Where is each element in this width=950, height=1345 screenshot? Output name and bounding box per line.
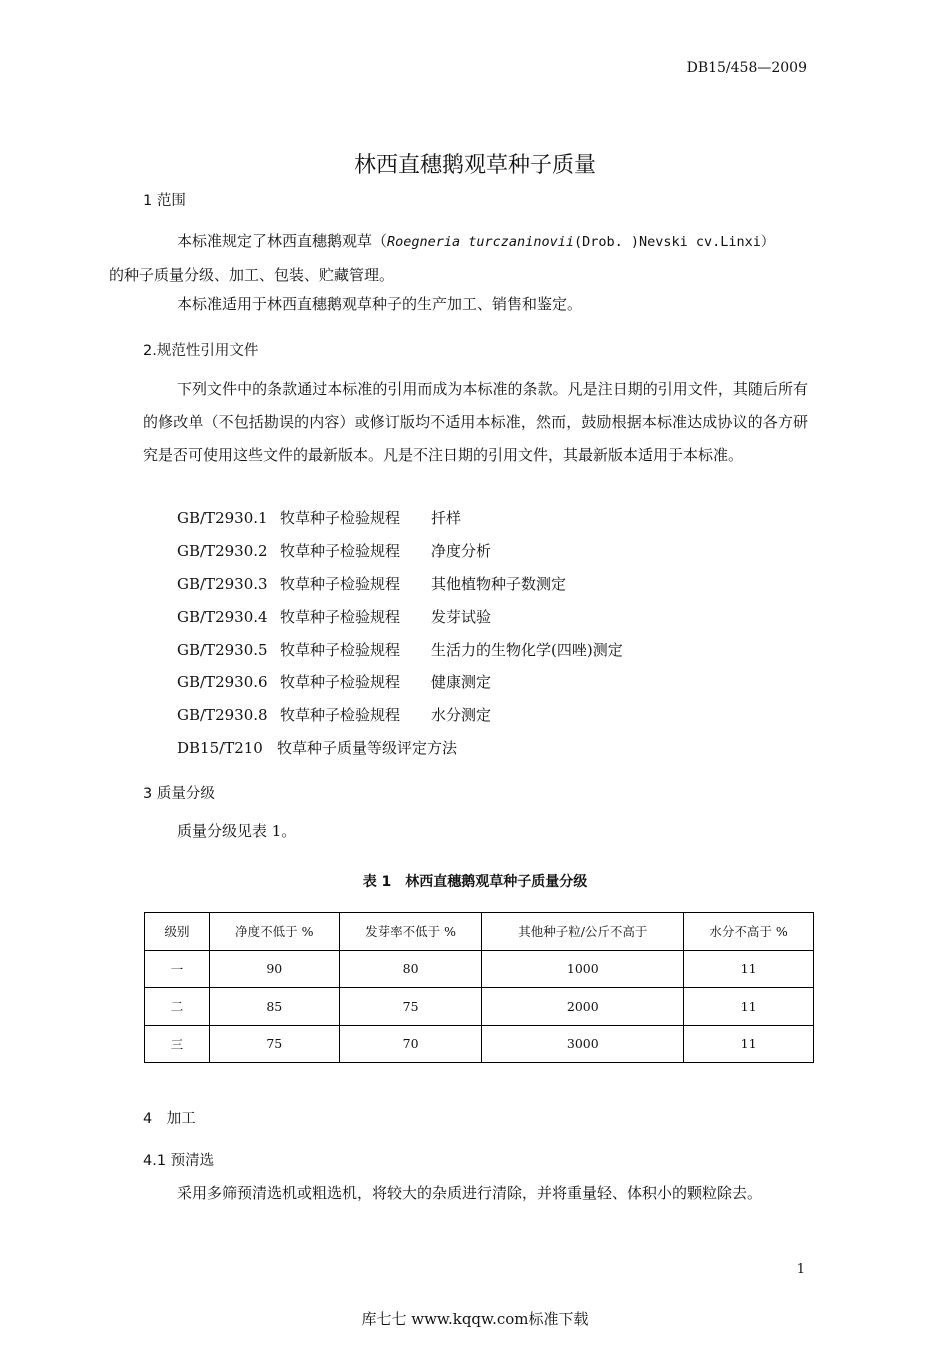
references-intro: 下列文件中的条款通过本标准的引用而成为本标准的条款。凡是注日期的引用文件，其随后所有的修改单（不包括勘误的内容）或修订版均不适用本标准，然而，鼓励根据本标准达成协议的各方研究是否可使用这些文件的最新版本。凡是不注日期的引用文件，其最新版本适用于本标准。 — [143, 380, 808, 464]
reference-category: 牧草种子检验规程 — [280, 542, 401, 560]
subsection-heading-precleaning: 4.1 预清选 — [143, 1153, 215, 1169]
reference-name: 发芽试验 — [431, 608, 492, 626]
reference-name: 净度分析 — [431, 542, 492, 560]
table-row — [145, 1025, 814, 1063]
reference-name: 健康测定 — [431, 673, 492, 691]
reference-category: 牧草种子检验规程 — [280, 575, 401, 593]
reference-item — [177, 507, 461, 528]
section-heading-references: 2.规范性引用文件 — [143, 343, 259, 359]
reference-name: 其他植物种子数测定 — [431, 575, 567, 593]
table-cell: 11 — [684, 988, 814, 1026]
grading-text: 质量分级见表 1。 — [177, 822, 297, 840]
table-cell: 90 — [209, 950, 339, 988]
section-heading-scope: 1 范围 — [143, 193, 186, 209]
table-row — [145, 950, 814, 988]
reference-item — [177, 573, 566, 594]
footer-watermark: 库七七 www.kqqw.com标准下载 — [361, 1310, 589, 1328]
page-number: 1 — [796, 1262, 805, 1277]
reference-item — [177, 704, 491, 725]
reference-category: 牧草种子检验规程 — [280, 673, 401, 691]
reference-name: 扦样 — [431, 509, 462, 527]
precleaning-text: 采用多筛预清选机或粗选机，将较大的杂质进行清除，并将重量轻、体积小的颗粒除去。 — [177, 1184, 763, 1202]
reference-code: GB/T2930.3 — [177, 575, 268, 593]
reference-code: DB15/T210 — [177, 739, 263, 757]
reference-item — [177, 737, 457, 758]
reference-category: 牧草种子检验规程 — [280, 509, 401, 527]
scope-p1-text-a: 本标准规定了林西直穗鹅观草（ — [177, 232, 388, 250]
scope-p1-text-b: (Drob. )Nevski cv.Linxi） — [573, 234, 775, 250]
grading-table — [144, 912, 814, 1063]
table-cell: 75 — [339, 988, 482, 1026]
table-header-cell: 发芽率不低于 % — [339, 913, 482, 951]
reference-item — [177, 606, 491, 627]
reference-category: 牧草种子检验规程 — [280, 641, 401, 659]
page-title: 林西直穗鹅观草种子质量 — [353, 153, 596, 178]
reference-item — [177, 540, 491, 561]
reference-name: 水分测定 — [431, 706, 492, 724]
table-cell: 85 — [209, 988, 339, 1026]
table-cell: 75 — [209, 1025, 339, 1063]
table-cell: 一 — [145, 950, 210, 988]
table-cell: 70 — [339, 1025, 482, 1063]
reference-code: GB/T2930.8 — [177, 706, 268, 724]
table-header-cell: 级别 — [145, 913, 210, 951]
reference-code: GB/T2930.2 — [177, 542, 268, 560]
table-cell: 11 — [684, 950, 814, 988]
table-header-cell: 其他种子粒/公斤不高于 — [482, 913, 684, 951]
reference-item — [177, 639, 623, 660]
table-cell: 80 — [339, 950, 482, 988]
table-caption: 表 1 林西直穗鹅观草种子质量分级 — [362, 874, 588, 890]
scope-paragraph-1 — [109, 225, 808, 292]
section-heading-grading: 3 质量分级 — [143, 786, 215, 802]
table-cell: 2000 — [482, 988, 684, 1026]
table-header-cell: 净度不低于 % — [209, 913, 339, 951]
scope-p1-text-c: 的种子质量分级、加工、包装、贮藏管理。 — [109, 266, 395, 284]
latin-species-name: Roegneria turczaninovii — [387, 234, 574, 250]
scope-paragraph-2: 本标准适用于林西直穗鹅观草种子的生产加工、销售和鉴定。 — [177, 295, 583, 313]
reference-code: GB/T2930.1 — [177, 509, 268, 527]
reference-category: 牧草种子检验规程 — [280, 608, 401, 626]
table-cell: 3000 — [482, 1025, 684, 1063]
reference-category: 牧草种子检验规程 — [280, 706, 401, 724]
reference-code: GB/T2930.5 — [177, 641, 268, 659]
table-cell: 三 — [145, 1025, 210, 1063]
reference-code: GB/T2930.6 — [177, 673, 268, 691]
table-header-row — [145, 913, 814, 951]
table-cell: 11 — [684, 1025, 814, 1063]
table-cell: 二 — [145, 988, 210, 1026]
reference-code: GB/T2930.4 — [177, 608, 268, 626]
table-header-cell: 水分不高于 % — [684, 913, 814, 951]
table-row — [145, 988, 814, 1026]
reference-name: 牧草种子质量等级评定方法 — [277, 739, 458, 757]
reference-item — [177, 671, 491, 692]
document-code: DB15/458—2009 — [686, 60, 807, 76]
reference-name: 生活力的生物化学(四唑)测定 — [431, 641, 623, 659]
table-cell: 1000 — [482, 950, 684, 988]
section-heading-processing: 4 加工 — [143, 1111, 196, 1127]
